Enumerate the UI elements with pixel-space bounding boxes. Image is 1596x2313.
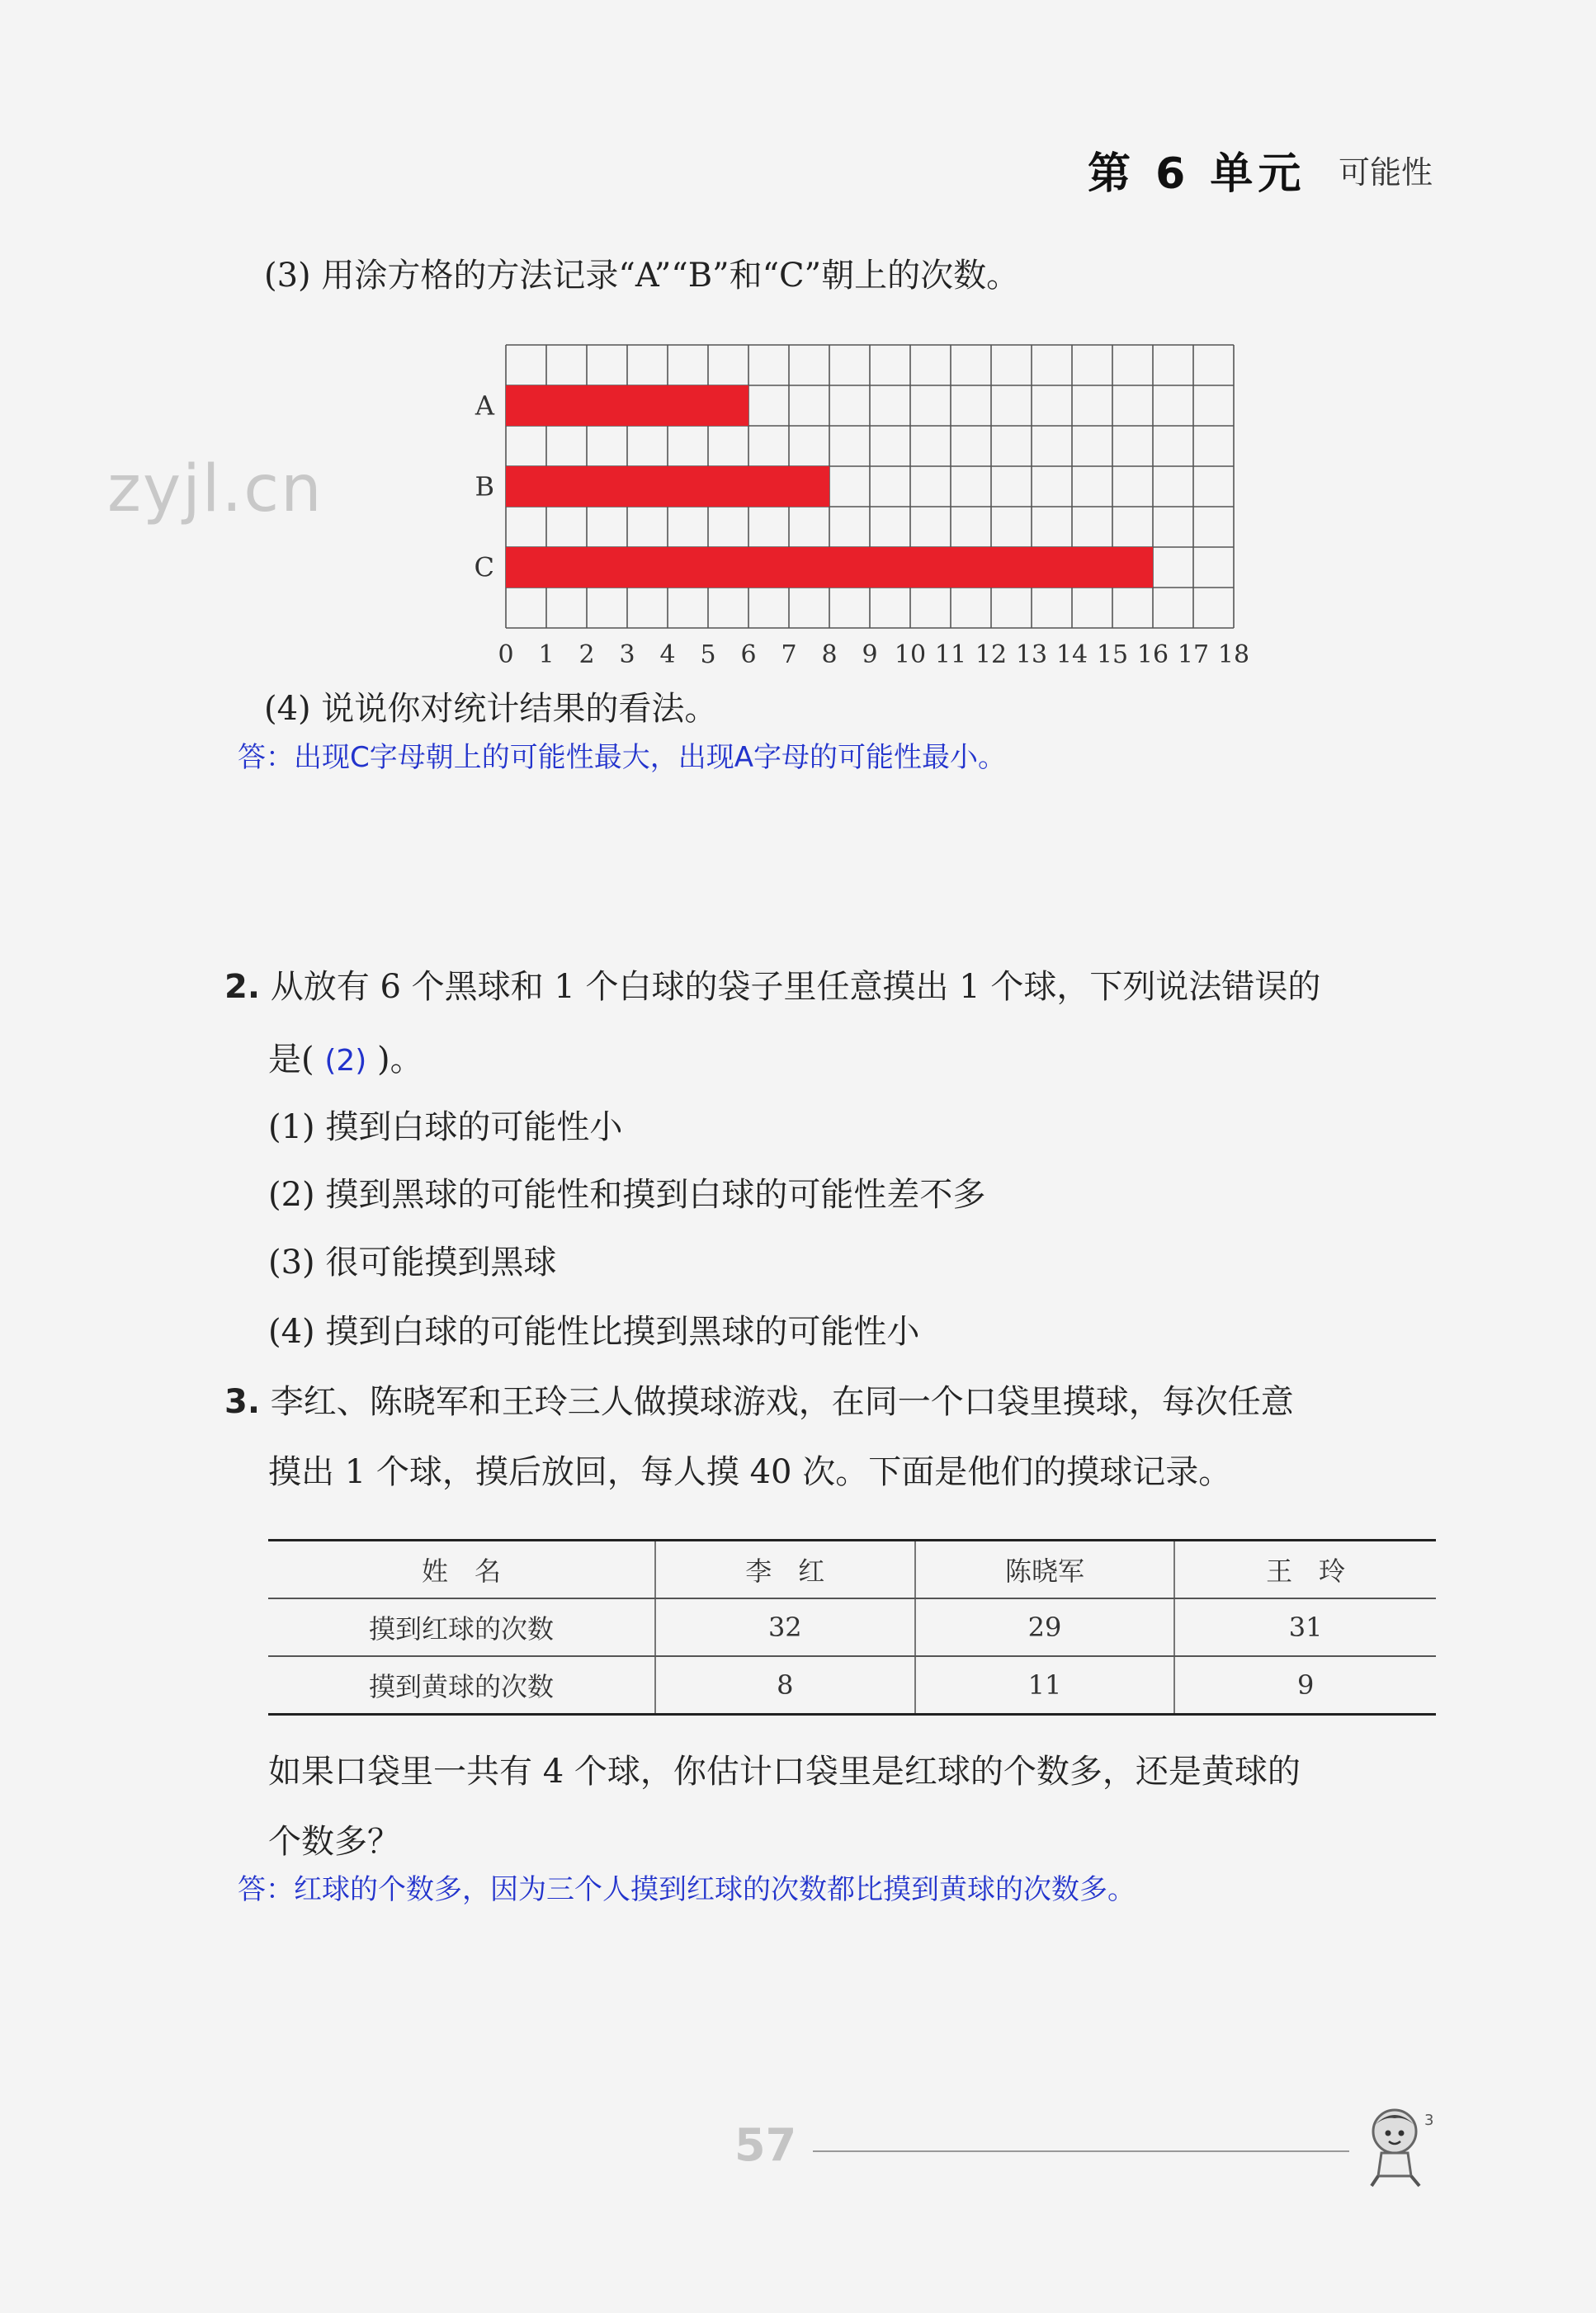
- table-header-cell: 李 红: [655, 1541, 915, 1599]
- table-cell: 摸到红球的次数: [268, 1598, 655, 1656]
- table-row: [268, 1598, 1436, 1656]
- q2-paren-open: 是(: [268, 1041, 314, 1079]
- table-header-cell: 陈晓军: [915, 1541, 1175, 1599]
- watermark: zyjl.cn: [107, 452, 323, 526]
- table-cell: 29: [915, 1598, 1175, 1656]
- page-number: 57: [734, 2119, 797, 2171]
- q2-answer: (2): [324, 1044, 367, 1078]
- cartoon-mascot-icon: [1353, 2100, 1444, 2191]
- table-row: [268, 1656, 1436, 1715]
- q2-stem-text: 从放有 6 个黑球和 1 个白球的袋子里任意摸出 1 个球，下列说法错误的: [270, 968, 1321, 1006]
- x-tick-label: 18: [1217, 640, 1250, 668]
- x-tick-label: 15: [1096, 640, 1129, 668]
- x-tick-label: 13: [1015, 640, 1048, 668]
- footer-divider: [813, 2150, 1349, 2152]
- q3-answer: 答：红球的个数多，因为三个人摸到红球的次数都比摸到黄球的次数多。: [238, 1873, 1136, 1906]
- ball-record-table: [268, 1539, 1436, 1716]
- table-header-row: [268, 1541, 1436, 1599]
- q2-number: 2.: [224, 968, 261, 1006]
- x-tick-label: 16: [1136, 640, 1169, 668]
- unit-subtitle: 可能性: [1339, 154, 1433, 191]
- x-tick-label: 1: [538, 640, 555, 668]
- q1-answer: 答：出现C字母朝上的可能性最大，出现A字母的可能性最小。: [238, 741, 1006, 774]
- x-tick-label: 6: [740, 640, 757, 668]
- q3-question-line2: 个数多？: [268, 1823, 400, 1861]
- category-label: A: [475, 389, 494, 422]
- x-tick-label: 5: [700, 640, 716, 668]
- bar-c: [506, 547, 1153, 588]
- table-cell: 32: [655, 1598, 915, 1656]
- q2-option-4: (4) 摸到白球的可能性比摸到黑球的可能性小: [268, 1313, 920, 1351]
- q1-part3-text: (3) 用涂方格的方法记录“A”“B”和“C”朝上的次数。: [264, 257, 1020, 295]
- tally-bar-chart: [462, 330, 1254, 668]
- category-label: C: [474, 551, 494, 583]
- x-tick-label: 10: [894, 640, 927, 668]
- bar-a: [506, 385, 748, 426]
- x-tick-label: 12: [975, 640, 1008, 668]
- x-tick-label: 7: [781, 640, 797, 668]
- q2-stem-line1: [224, 967, 1320, 1007]
- table-header-cell: 姓 名: [268, 1541, 655, 1599]
- table-cell: 31: [1174, 1598, 1436, 1656]
- q1-part4-text: (4) 说说你对统计结果的看法。: [264, 690, 718, 728]
- x-tick-label: 8: [821, 640, 838, 668]
- x-tick-label: 9: [862, 640, 878, 668]
- q2-paren-close: )。: [377, 1041, 423, 1079]
- x-tick-label: 14: [1055, 640, 1088, 668]
- q2-option-3: (3) 很可能摸到黑球: [268, 1244, 557, 1282]
- x-tick-label: 4: [659, 640, 676, 668]
- q2-option-1: (1) 摸到白球的可能性小: [268, 1108, 623, 1146]
- unit-title: 第 6 单元: [1088, 149, 1306, 199]
- table-cell: 摸到黄球的次数: [268, 1656, 655, 1715]
- x-tick-label: 11: [934, 640, 967, 668]
- svg-text:3: 3: [1424, 2112, 1434, 2129]
- q3-number: 3.: [224, 1383, 261, 1421]
- x-tick-label: 2: [578, 640, 595, 668]
- x-tick-label: 3: [619, 640, 635, 668]
- table-cell: 9: [1174, 1656, 1436, 1715]
- q2-option-2: (2) 摸到黑球的可能性和摸到白球的可能性差不多: [268, 1176, 986, 1214]
- table-header-cell: 王 玲: [1174, 1541, 1436, 1599]
- q3-stem-text: 李红、陈晓军和王玲三人做摸球游戏，在同一个口袋里摸球，每次任意: [270, 1383, 1294, 1421]
- table-cell: 8: [655, 1656, 915, 1715]
- q3-question-line1: 如果口袋里一共有 4 个球，你估计口袋里是红球的个数多，还是黄球的: [268, 1753, 1301, 1791]
- q3-stem-line1: [224, 1382, 1294, 1422]
- category-label: B: [475, 470, 494, 503]
- x-tick-label: 0: [498, 640, 514, 668]
- x-tick-label: 17: [1177, 640, 1210, 668]
- table-cell: 11: [915, 1656, 1175, 1715]
- bar-b: [506, 466, 829, 507]
- q3-stem-line2: 摸出 1 个球，摸后放回，每人摸 40 次。下面是他们的摸球记录。: [268, 1453, 1232, 1491]
- q2-stem-line2: [268, 1040, 423, 1081]
